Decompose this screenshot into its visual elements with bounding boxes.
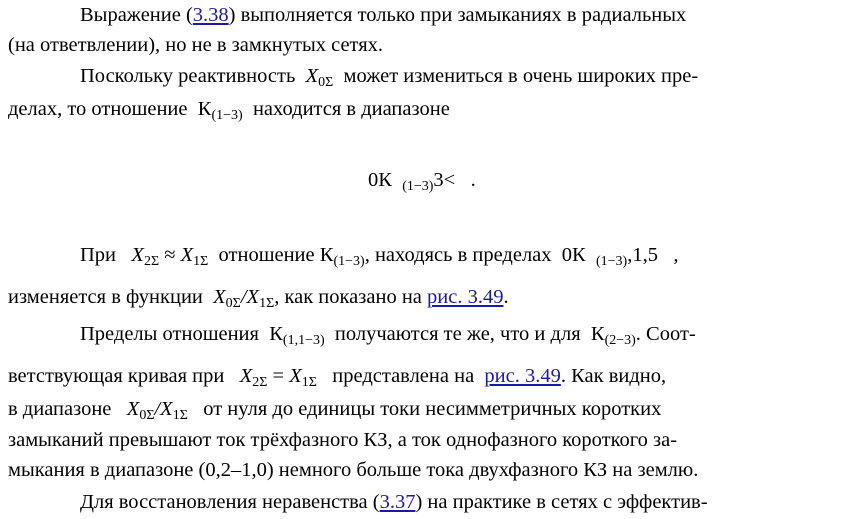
fig-3-49-link-2[interactable]: рис. 3.49 — [484, 365, 561, 387]
x-0sigma: X0Σ — [305, 65, 334, 90]
p2-line2 — [8, 97, 450, 124]
text: ) выполняется только при замыканиях в радиальных — [228, 4, 687, 26]
k-1-3: К(1−3) — [319, 244, 365, 269]
p5-line1: Для восстановления неравенства (3.37) на практике в сетях с эффектив- — [80, 491, 708, 513]
ref-3-38-link[interactable]: 3.38 — [192, 4, 229, 26]
text: находится в диапазоне — [252, 98, 450, 120]
ref-3-37-link[interactable]: 3.37 — [379, 491, 416, 513]
p2-line1 — [80, 64, 698, 91]
formula-range: 0К (1−3)3< . — [368, 169, 476, 194]
text: Выражение ( — [80, 4, 193, 26]
p4-line1: Пределы отношения К(1,1−3) получаются те же, что и для К(2−3). Соот- — [80, 323, 696, 348]
text: делах, то отношение — [8, 98, 188, 120]
p4-line4: замыканий превышают ток трёхфазного КЗ, а ток однофазного короткого за- — [8, 429, 678, 451]
k-1-3: К(1−3) — [197, 98, 243, 123]
p1-line1 — [80, 3, 686, 27]
text: (на ответвлении), но не в замкнутых сетях. — [8, 34, 384, 56]
p4-line5: мыкания в диапазоне (0,2–1,0) немного больше тока двухфазного КЗ на землю. — [8, 459, 699, 481]
text: Поскольку реактивность — [80, 65, 296, 87]
p3-line2: изменяется в функции X0Σ/X1Σ, как показано на рис. 3.49. — [8, 286, 509, 311]
fig-3-49-link[interactable]: рис. 3.49 — [427, 286, 504, 308]
p1-line2 — [8, 33, 383, 57]
p4-line3: в диапазоне X0Σ/X1Σ от нуля до единицы токи несимметричных коротких — [8, 398, 662, 423]
p3-line1: При X2Σ ≈ X1Σ отношение К(1−3), находясь в пределах 0К (1−3),1,5 , — [80, 244, 679, 269]
text: может измениться в очень широких пре- — [343, 65, 699, 87]
p4-line2: ветствующая кривая при X2Σ = X1Σ представлена на рис. 3.49. Как видно, — [8, 365, 667, 390]
